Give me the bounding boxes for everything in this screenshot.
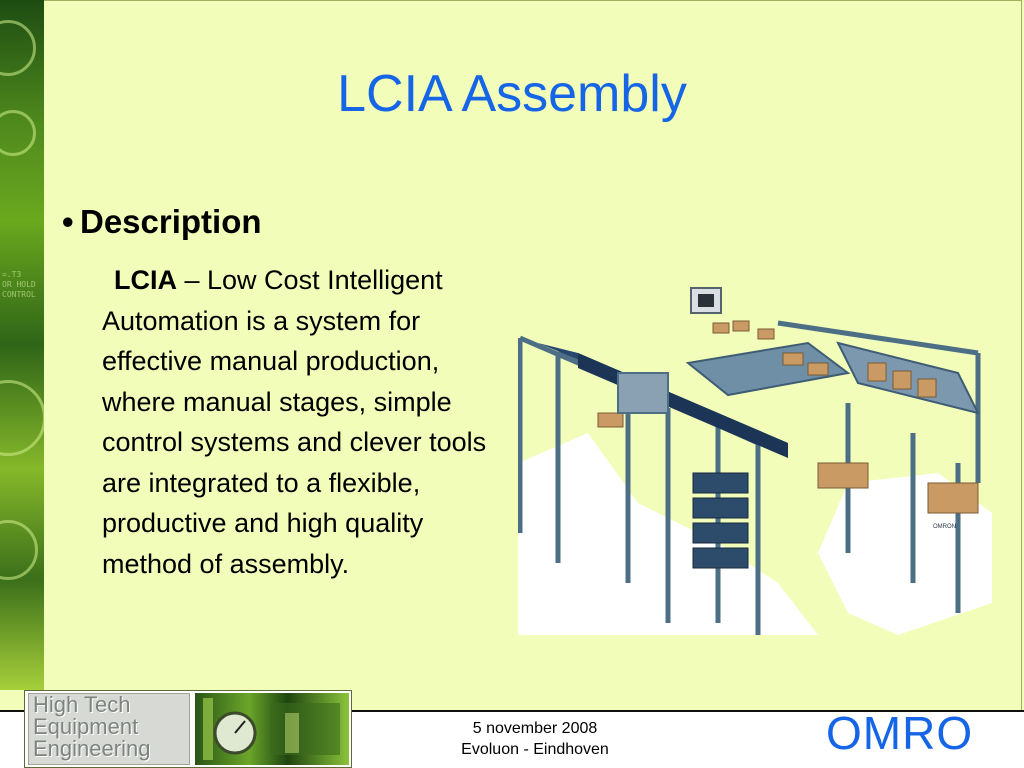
dial-decor-icon xyxy=(0,380,44,456)
description-lead: LCIA xyxy=(114,265,177,295)
brand-logo: OMRO xyxy=(826,707,974,759)
description-paragraph xyxy=(102,260,517,584)
monitor-screen xyxy=(698,294,714,307)
footer-venue: Evoluon - Eindhoven xyxy=(461,741,609,758)
circuit-decor-text: =.T3 OR HOLD CONTROL xyxy=(2,270,36,299)
bullet-heading xyxy=(62,203,262,241)
dial-decor-icon xyxy=(0,520,38,580)
logo-line: Engineering xyxy=(33,736,151,761)
hte-logo-text xyxy=(28,693,190,765)
slide-title: LCIA Assembly xyxy=(337,65,687,123)
machine-label: OMRON xyxy=(933,524,956,530)
footer-date: 5 november 2008 xyxy=(472,720,598,737)
hte-logo xyxy=(24,690,352,768)
footer-date-block xyxy=(420,718,650,760)
control-cabinet xyxy=(618,373,668,413)
logo-photo xyxy=(195,693,349,765)
logo-line: Equipment xyxy=(33,714,139,739)
description-text: – Low Cost Intelligent Automation is a system for effective manual production, where manual stages, simple control systems and clever tools are integrated to a flexible, productive and high quality method of assembly. xyxy=(102,265,487,579)
logo-line: High Tech xyxy=(33,692,131,717)
bullet-heading-text: Description xyxy=(80,203,262,240)
assembly-line-image xyxy=(518,283,992,635)
bullet-icon: • xyxy=(62,203,74,240)
